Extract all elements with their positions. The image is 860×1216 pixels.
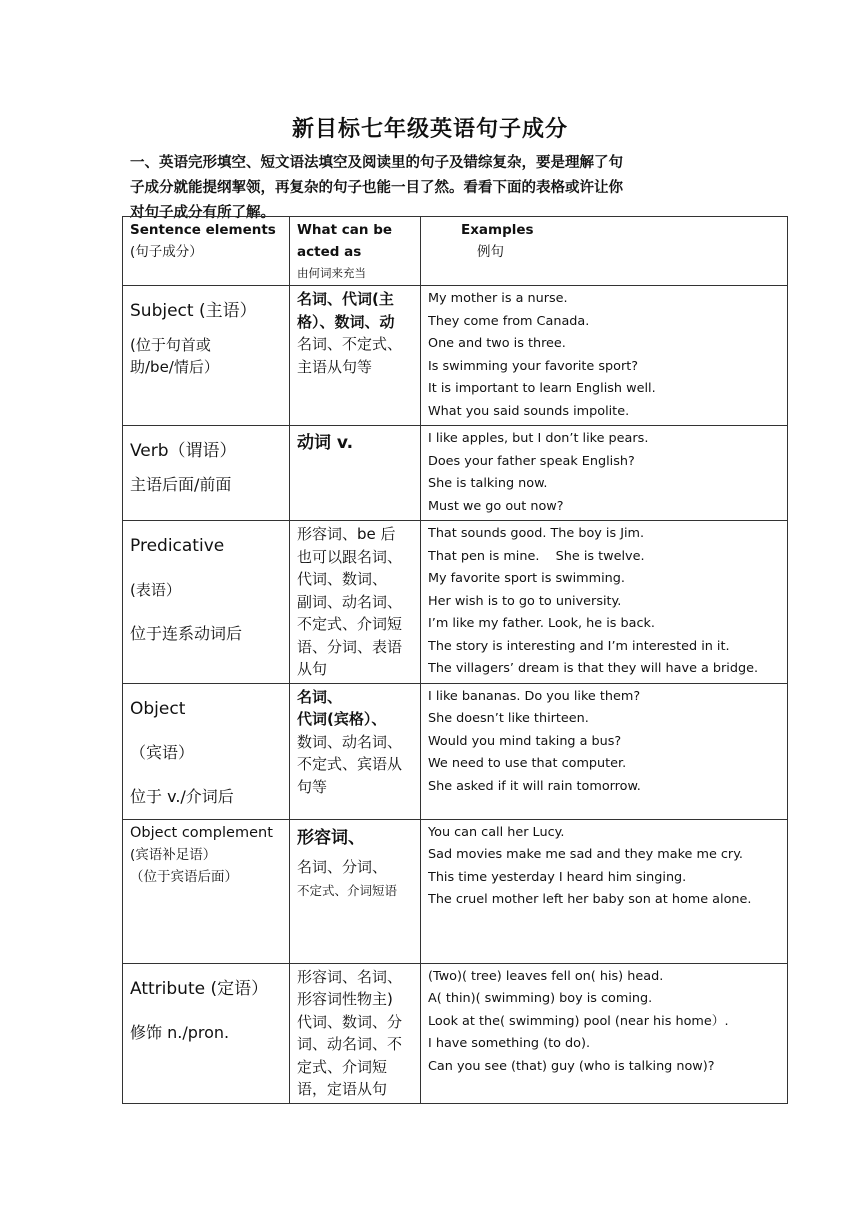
table-row [123,426,788,521]
words-cell [290,521,421,684]
words-line: 也可以跟名词、 [297,547,403,566]
example-sentence: They come from Canada. [428,313,590,329]
example-sentence: She asked if it will rain tomorrow. [428,778,641,794]
element-name: Object complement [130,824,273,841]
example-sentence: It is important to learn English well. [428,381,656,396]
sentence-elements-table [122,216,788,1104]
examples-cell [421,286,788,426]
words-line: 形容词、 [297,827,365,848]
words-line: 词、动名词、不 [297,1035,403,1053]
example-sentence: One and two is three. [428,336,566,351]
spacer [130,601,283,623]
element-name: Verb（谓语） [130,441,237,461]
words-line: 代词、数词、分 [297,1012,403,1031]
words-cell [290,426,421,521]
words-line: 形容词、名词、 [297,967,403,986]
intro-line: 对句子成分有所了解。 [130,204,275,221]
header-words-zh: 由何词来充当 [297,266,366,280]
element-note: (位于句首或 [130,336,211,354]
table-header-row [123,217,788,286]
spacer [130,720,283,742]
intro-line: 一、英语完形填空、短文语法填空及阅读里的句子及错综复杂，要是理解了句 [130,154,623,171]
example-sentence: Sad movies make me sad and they make me cry. [428,847,744,862]
element-note: 位于 v./介词后 [130,786,234,806]
element-note: 主语后面/前面 [130,475,232,494]
spacer [130,428,283,440]
words-line: 定式、介词短 [297,1057,388,1076]
element-name: Attribute (定语） [130,978,269,999]
spacer [130,1000,283,1022]
element-cell [123,683,290,819]
example-sentence: Look at the( swimming) pool (near his home）. [428,1013,729,1029]
example-sentence: My favorite sport is swimming. [428,571,625,586]
element-cell [123,426,290,521]
words-line: 名词、不定式、 [297,335,403,353]
example-sentence: You can call her Lucy. [428,824,565,840]
element-note: (表语） [130,581,181,599]
element-name: Predicative [130,536,225,556]
example-sentence: That pen is mine. She is twelve. [428,548,645,564]
example-sentence: I’m like my father. Look, he is back. [428,616,655,631]
document-title: 新目标七年级英语句子成分 [291,116,568,142]
example-sentence: The villagers’ dream is that they will have a bridge. [428,661,759,676]
spacer [130,686,283,698]
words-line: 形容词、be 后 [297,525,396,543]
words-line: 动词 v. [297,433,354,453]
words-cell [290,286,421,426]
element-cell [123,819,290,963]
element-note: 位于连系动词后 [130,624,243,643]
example-sentence: The cruel mother left her baby son at home alone. [428,892,752,907]
intro-paragraph [130,150,740,225]
spacer [130,523,283,535]
example-sentence: I like bananas. Do you like them? [428,688,641,704]
words-line: 代词(宾格）、 [297,710,387,728]
words-line: 副词、动名词、 [297,592,403,611]
header-cell-words [290,217,421,286]
example-sentence: The story is interesting and I’m interested in it. [428,638,730,654]
examples-cell [421,819,788,963]
example-sentence: She is talking now. [428,476,548,491]
table-row [123,683,788,819]
header-words-line1: What can be [297,222,393,238]
example-sentence: That sounds good. The boy is Jim. [428,526,645,541]
example-sentence: A( thin)( swimming) boy is coming. [428,991,653,1006]
element-cell [123,521,290,684]
example-sentence: I have something (to do). [428,1036,591,1051]
table-row [123,963,788,1103]
header-elements-zh: (句子成分） [130,244,203,260]
header-cell-elements [123,217,290,286]
intro-line: 子成分就能提纲挈领，再复杂的句子也能一目了然。看看下面的表格或许让你 [130,179,623,196]
words-line: 从句 [297,660,328,678]
example-sentence: She doesn’t like thirteen. [428,711,589,726]
example-sentence: Must we go out now? [428,498,564,514]
words-line: 语、分词、表语 [297,637,403,656]
words-line: 形容词性物主) [297,990,393,1008]
spacer [130,966,283,978]
header-elements-en: Sentence elements [130,222,276,238]
words-line: 不定式、宾语从 [297,755,403,773]
header-examples-zh: 例句 [477,244,504,260]
element-note: （位于宾语后面） [130,868,238,885]
words-cell [290,819,421,963]
words-line: 句等 [297,777,328,796]
example-sentence: Does your father speak English? [428,453,635,469]
element-name: Object [130,698,186,719]
header-examples-en: Examples [461,222,534,238]
example-sentence: Is swimming your favorite sport? [428,358,639,374]
words-line: 主语从句等 [297,357,373,376]
spacer [130,322,283,334]
spacer [130,462,283,474]
example-sentence: Her wish is to go to university. [428,593,622,609]
spacer [130,557,283,579]
example-sentence: We need to use that computer. [428,756,627,771]
element-note: (宾语补足语） [130,846,217,863]
example-sentence: This time yesterday I heard him singing. [428,869,687,885]
table-row [123,286,788,426]
words-cell [290,683,421,819]
examples-cell [421,426,788,521]
example-sentence: Can you see (that) guy (who is talking now)? [428,1058,715,1074]
examples-cell [421,521,788,684]
words-line: 语，定语从句 [297,1080,388,1098]
words-cell [290,963,421,1103]
words-line: 不定式、介词短语 [297,882,398,898]
example-sentence: (Two)( tree) leaves fell on( his) head. [428,968,664,984]
element-note: 助/be/情后） [130,358,219,376]
words-line: 名词、代词(主 [297,290,394,308]
header-words-line2: acted as [297,244,362,260]
words-line: 不定式、介词短 [297,615,403,633]
words-line: 名词、分词、 [297,857,388,876]
example-sentence: Would you mind taking a bus? [428,733,622,749]
table-row [123,819,788,963]
spacer [130,288,283,300]
header-cell-examples [421,217,788,286]
element-note: 修饰 n./pron. [130,1022,230,1042]
example-sentence: My mother is a nurse. [428,291,568,306]
table-row [123,521,788,684]
examples-cell [421,963,788,1103]
element-cell [123,286,290,426]
element-name: Subject (主语） [130,301,257,321]
words-line: 名词、 [297,687,343,706]
element-cell [123,963,290,1103]
spacer [130,764,283,786]
words-line: 格）、数词、动 [297,312,395,331]
example-sentence: What you said sounds impolite. [428,403,630,419]
examples-cell [421,683,788,819]
element-note: （宾语） [130,742,195,762]
words-line: 数词、动名词、 [297,732,403,751]
words-line: 代词、数词、 [297,570,388,588]
example-sentence: I like apples, but I don’t like pears. [428,431,649,446]
